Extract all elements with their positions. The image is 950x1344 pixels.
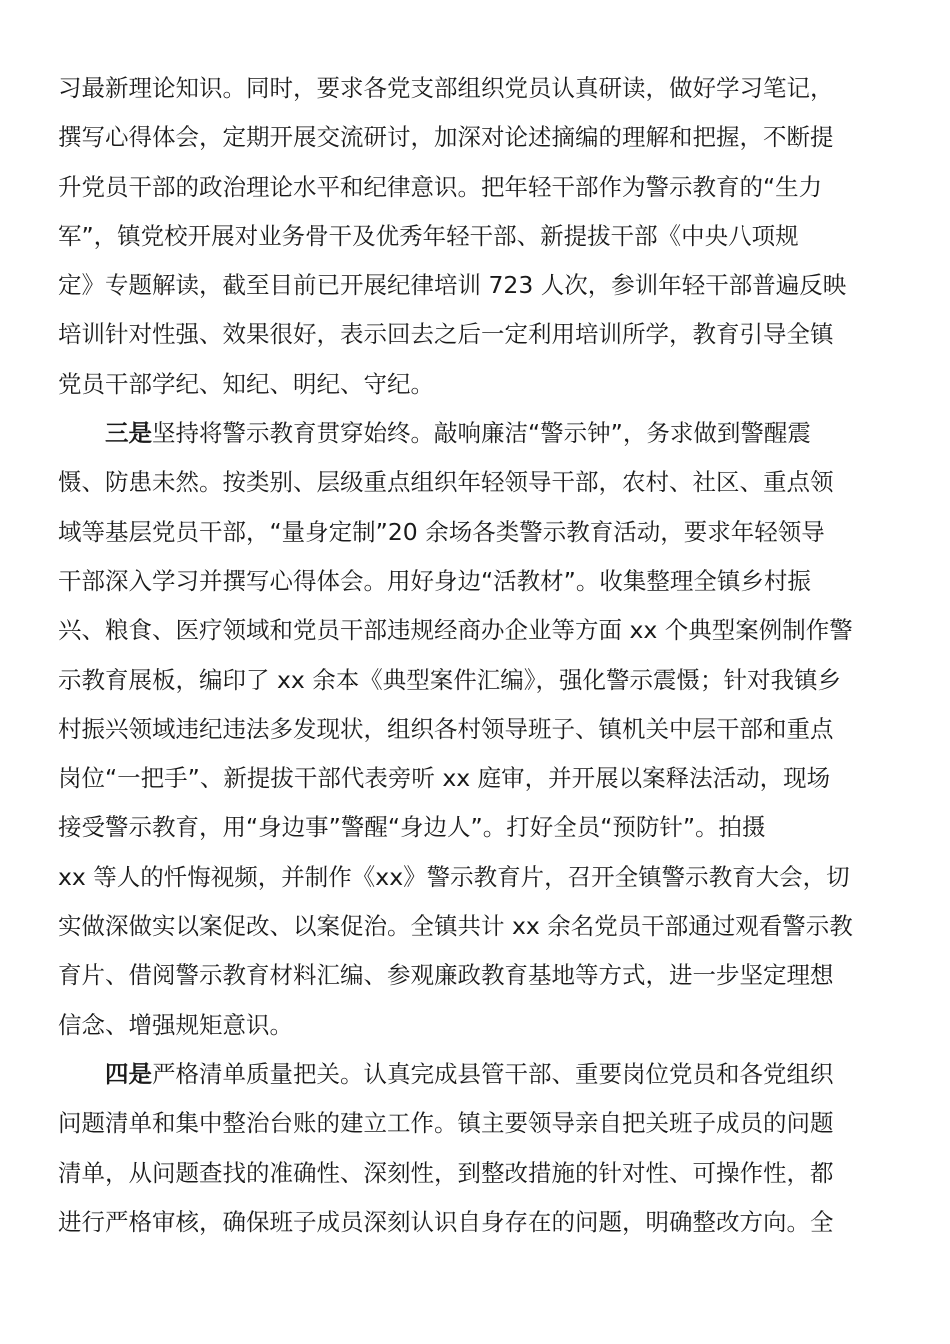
- line-text: 域等基层党员干部，“量身定制”20 余场各类警示教育活动，要求年轻领导: [58, 517, 825, 546]
- line-text: 定》专题解读，截至目前已开展纪律培训 723 人次，参训年轻干部普遍反映: [58, 271, 847, 300]
- text-line: [58, 360, 892, 409]
- text-line: [58, 705, 892, 754]
- paragraph-2: [58, 409, 892, 1050]
- line-text: 清单，从问题查找的准确性、深刻性，到整改措施的针对性、可操作性，都: [58, 1158, 834, 1187]
- line-text: 示教育展板，编印了 xx 余本《典型案件汇编》，强化警示震慑；针对我镇乡: [58, 665, 842, 694]
- text-line: [58, 508, 892, 557]
- line-text: 村振兴领域违纪违法多发现状，组织各村领导班子、镇机关中层干部和重点: [58, 714, 834, 743]
- line-text: 升党员干部的政治理论水平和纪律意识。把年轻干部作为警示教育的“生力: [58, 172, 823, 201]
- line-text: 撰写心得体会，定期开展交流研讨，加深对论述摘编的理解和把握，不断提: [58, 123, 834, 152]
- text-line: [58, 212, 892, 261]
- line-text: 信念、增强规矩意识。: [58, 1010, 293, 1039]
- text-line: [58, 458, 892, 507]
- text-line: [58, 902, 892, 951]
- line-text: 问题清单和集中整治台账的建立工作。镇主要领导亲自把关班子成员的问题: [58, 1109, 834, 1138]
- text-line: [58, 1149, 892, 1198]
- text-line: [58, 656, 892, 705]
- line-text: 育片、借阅警示教育材料汇编、参观廉政教育基地等方式，进一步坚定理想: [58, 961, 834, 990]
- text-line: [58, 409, 892, 458]
- line-text: 进行严格审核，确保班子成员深刻认识自身存在的问题，明确整改方向。全: [58, 1207, 834, 1236]
- line-text: 岗位“一把手”、新提拔干部代表旁听 xx 庭审，并开展以案释法活动，现场: [58, 764, 831, 793]
- line-text: xx 等人的忏悔视频，并制作《xx》警示教育片，召开全镇警示教育大会，切: [58, 862, 850, 891]
- line-text: 严格清单质量把关。认真完成县管干部、重要岗位党员和各党组织: [152, 1059, 834, 1088]
- line-text-first: [105, 1050, 834, 1099]
- paragraph-lead: 四是: [105, 1059, 152, 1088]
- text-line: [58, 1099, 892, 1148]
- line-text: 实做深做实以案促改、以案促治。全镇共计 xx 余名党员干部通过观看警示教: [58, 912, 853, 941]
- text-line: [58, 951, 892, 1000]
- text-line: [58, 853, 892, 902]
- text-line: [58, 606, 892, 655]
- text-line: [58, 1050, 892, 1099]
- line-text: 干部深入学习并撰写心得体会。用好身边“活教材”。收集整理全镇乡村振: [58, 566, 811, 595]
- document-body: [58, 64, 892, 1247]
- line-text: 党员干部学纪、知纪、明纪、守纪。: [58, 369, 434, 398]
- line-text-first: [105, 409, 811, 458]
- text-line: [58, 803, 892, 852]
- text-line: [58, 754, 892, 803]
- paragraph-lead: 三是: [105, 419, 152, 448]
- line-text: 坚持将警示教育贯穿始终。敲响廉洁“警示钟”，务求做到警醒震: [152, 419, 811, 448]
- line-text: 接受警示教育，用“身边事”警醒“身边人”。打好全员“预防针”。拍摄: [58, 813, 766, 842]
- text-line: [58, 64, 892, 113]
- text-line: [58, 1001, 892, 1050]
- line-text: 习最新理论知识。同时，要求各党支部组织党员认真研读，做好学习笔记，: [58, 74, 834, 102]
- text-line: [58, 113, 892, 162]
- text-line: [58, 261, 892, 310]
- paragraph-1: [58, 64, 892, 409]
- text-line: [58, 1198, 892, 1247]
- line-text: 兴、粮食、医疗领域和党员干部违规经商办企业等方面 xx 个典型案例制作警: [58, 616, 853, 645]
- text-line: [58, 310, 892, 359]
- text-line: [58, 557, 892, 606]
- paragraph-3: [58, 1050, 892, 1247]
- line-text: 培训针对性强、效果很好，表示回去之后一定利用培训所学，教育引导全镇: [58, 320, 834, 349]
- line-text: 慑、防患未然。按类别、层级重点组织年轻领导干部，农村、社区、重点领: [58, 468, 834, 497]
- text-line: [58, 163, 892, 212]
- line-text: 军”，镇党校开展对业务骨干及优秀年轻干部、新提拔干部《中央八项规: [58, 221, 799, 250]
